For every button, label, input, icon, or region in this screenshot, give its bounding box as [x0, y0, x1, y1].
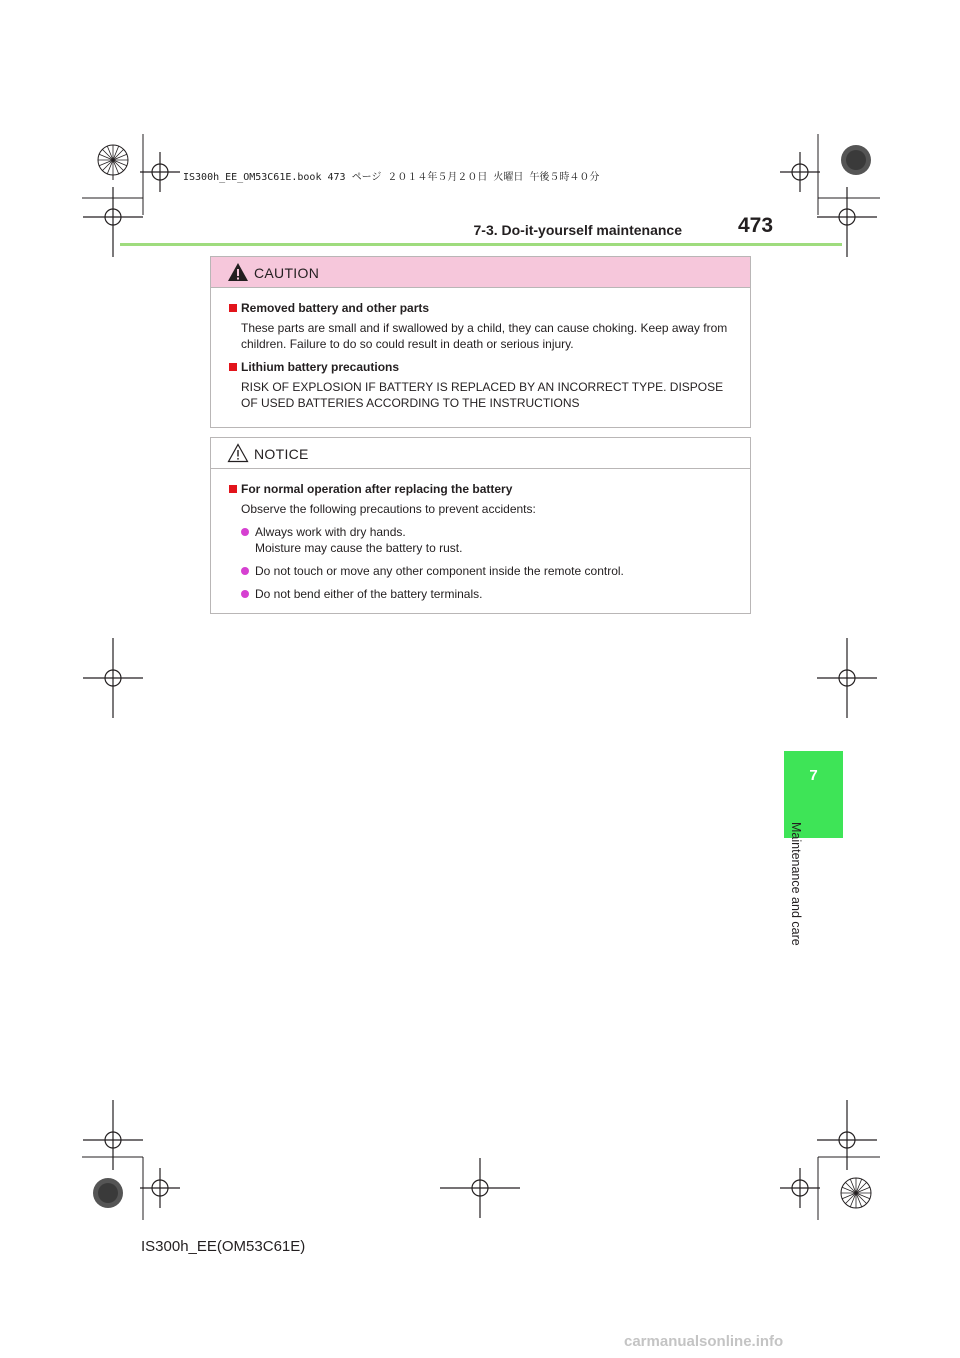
caution-label: CAUTION	[254, 265, 320, 281]
starburst-bottom-right	[841, 1178, 871, 1208]
notice-bullet: Do not bend either of the battery terminals.	[229, 586, 740, 602]
notice-header	[211, 438, 750, 469]
crosshair-top-right	[780, 152, 820, 192]
square-bullet-icon	[229, 485, 237, 493]
crosshair-right-mid	[817, 638, 877, 718]
square-bullet-icon	[229, 363, 237, 371]
notice-bullet: Always work with dry hands. Moisture may cause the battery to rust.	[229, 524, 740, 556]
caution-item-text: These parts are small and if swallowed by a child, they can cause choking. Keep away from children. Failure to do so could result in death or serious injury.	[241, 321, 728, 351]
warning-triangle-icon	[227, 262, 249, 282]
notice-label: NOTICE	[254, 446, 309, 462]
crosshair-top-left	[140, 152, 180, 192]
starburst-top-left	[98, 145, 128, 175]
crosshair-right-lower	[817, 1100, 877, 1170]
notice-item-title: For normal operation after replacing the battery	[229, 481, 740, 497]
book-file-info: IS300h_EE_OM53C61E.book 473 ページ ２０１４年５月２０日 火曜日 午後５時４０分	[183, 172, 600, 183]
crosshair-bottom-right	[780, 1168, 820, 1208]
caution-item-title: Lithium battery precautions	[229, 359, 740, 375]
caution-box	[210, 256, 751, 428]
caution-body	[211, 288, 750, 411]
notice-box	[210, 437, 751, 614]
notice-body	[211, 469, 750, 602]
caution-item-title: Removed battery and other parts	[229, 300, 740, 316]
model-code: IS300h_EE(OM53C61E)	[141, 1238, 306, 1255]
caution-triangle-outline-icon	[227, 443, 249, 463]
crosshair-left-mid	[83, 638, 143, 718]
site-watermark: carmanualsonline.info	[624, 1333, 784, 1350]
grey-dot-bottom-left	[93, 1178, 123, 1208]
round-bullet-icon	[241, 590, 249, 598]
square-bullet-icon	[229, 304, 237, 312]
crosshair-bottom-left	[140, 1168, 180, 1208]
round-bullet-icon	[241, 528, 249, 536]
caution-item-text: RISK OF EXPLOSION IF BATTERY IS REPLACED BY AN INCORRECT TYPE. DISPOSE OF USED BATTERIES ACCORDING TO THE INSTRUCTIONS	[241, 380, 724, 410]
crosshair-left-lower	[83, 1100, 143, 1170]
chapter-label: Maintenance and care	[789, 822, 803, 946]
caution-header	[211, 257, 750, 288]
section-title: 7-3. Do-it-yourself maintenance	[473, 222, 682, 238]
notice-bullet: Do not touch or move any other component inside the remote control.	[229, 563, 740, 579]
notice-intro: Observe the following precautions to prevent accidents:	[241, 502, 536, 516]
grey-dot-top-right	[841, 145, 871, 175]
page-number: 473	[738, 214, 774, 237]
header-rule	[120, 243, 842, 246]
chapter-number: 7	[809, 767, 818, 784]
crosshair-bottom-center	[440, 1158, 520, 1218]
round-bullet-icon	[241, 567, 249, 575]
